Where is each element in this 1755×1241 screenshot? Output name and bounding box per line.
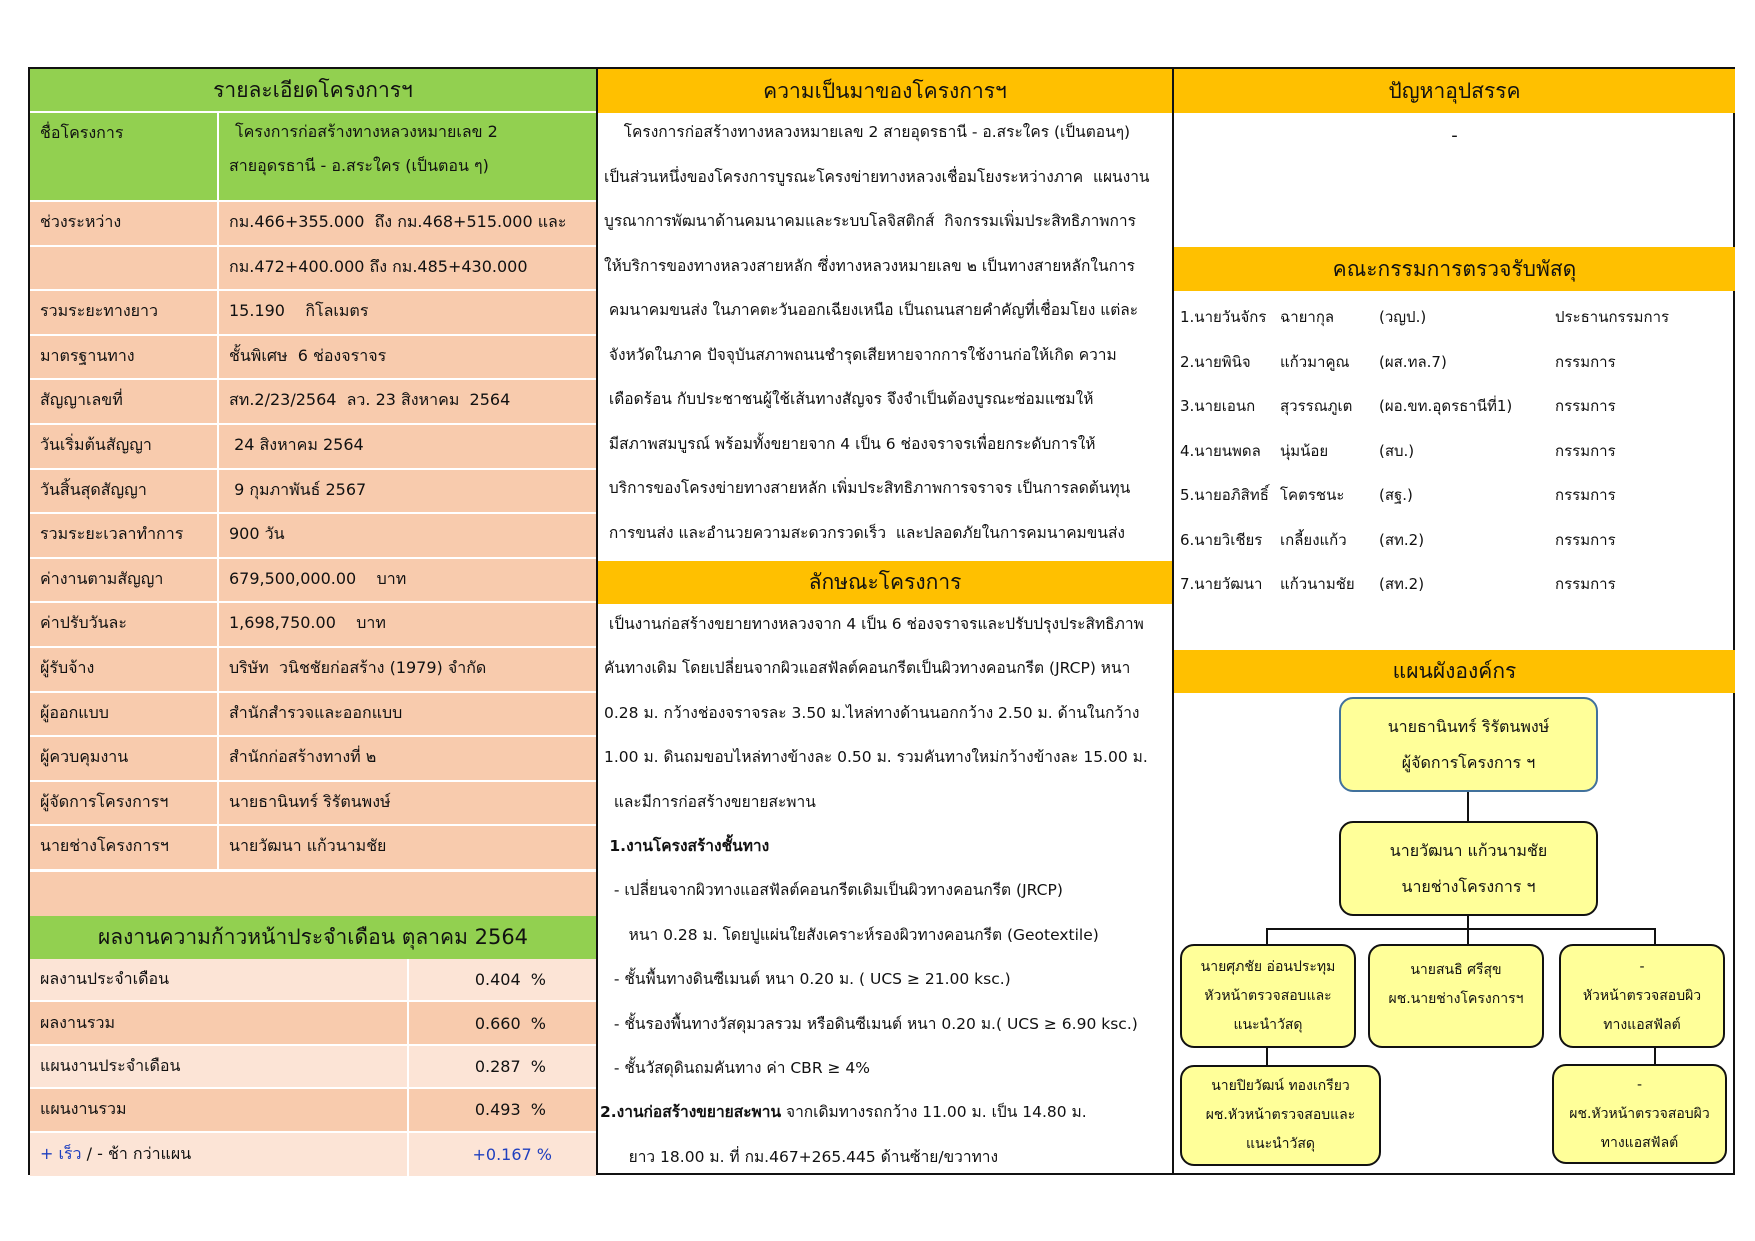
committee-name: 6.นายวิเชียร xyxy=(1180,530,1263,549)
org-role: ผช.หัวหน้าตรวจสอบและ xyxy=(1205,1107,1356,1123)
committee-name: 7.นายวัฒนา xyxy=(1180,575,1263,593)
detail-value-line: 679,500,000.00 บาท xyxy=(229,568,407,588)
section-text: จากเดิมทางรถกว้าง 11.00 ม. เป็น 14.80 ม. xyxy=(781,1103,1087,1122)
characteristics-line: - ชั้นพื้นทางดินซีเมนต์ หนา 0.20 ม. ( UCS ≥ 21.00 ksc.) xyxy=(604,970,1011,989)
connector-line xyxy=(1266,928,1656,930)
org-role: ผู้จัดการโครงการ ฯ xyxy=(1401,752,1536,772)
detail-value xyxy=(219,737,596,780)
detail-value-line: สำนักสำรวจและออกแบบ xyxy=(229,702,403,722)
org-name: นายธานินทร์ ริรัตนพงษ์ xyxy=(1387,716,1550,736)
committee-org: (สบ.) xyxy=(1379,441,1415,460)
problems-title: ปัญหาอุปสรรค xyxy=(1174,69,1735,113)
committee-role: กรรมการ xyxy=(1555,575,1616,593)
detail-value xyxy=(219,291,596,334)
detail-value-line: สท.2/23/2564 ลว. 23 สิงหาคม 2564 xyxy=(229,390,511,410)
detail-value-line: ชั้นพิเศษ 6 ช่องจราจร xyxy=(229,345,387,365)
org-name: นายสนธิ ศรีสุข xyxy=(1410,962,1502,978)
characteristics-line: - เปลี่ยนจากผิวทางแอสฟัลต์คอนกรีตเดิมเป็นผิวทางคอนกรีต (JRCP) xyxy=(604,881,1063,900)
detail-value xyxy=(219,648,596,691)
committee-surname: แก้วมาคูณ xyxy=(1280,352,1350,371)
progress-value: 0.493 % xyxy=(474,1100,546,1120)
detail-value-line: 15.190 กิโลเมตร xyxy=(229,301,369,321)
project-summary-sheet xyxy=(28,67,1735,1175)
detail-label: วันเริ่มต้นสัญญา xyxy=(30,425,219,468)
detail-value xyxy=(219,113,596,200)
detail-value-line: 1,698,750.00 บาท xyxy=(229,613,386,633)
detail-value xyxy=(219,603,596,646)
detail-value-line: กม.472+400.000 ถึง กม.485+430.000 xyxy=(229,256,528,276)
committee-name: 1.นายวันจักร xyxy=(1180,308,1267,326)
detail-value-line: 24 สิงหาคม 2564 xyxy=(229,435,364,454)
progress-row xyxy=(30,1002,596,1045)
progress-diff-label xyxy=(30,1133,409,1176)
committee-surname: เกลี้ยงแก้ว xyxy=(1280,530,1347,549)
progress-label: แผนงานประจำเดือน xyxy=(30,1046,409,1087)
characteristics-line: - ชั้นวัสดุดินถมคันทาง ค่า CBR ≥ 4% xyxy=(604,1059,871,1077)
detail-value-line: โครงการก่อสร้างทางหลวงหมายเลข 2 xyxy=(235,122,498,141)
org-name: - xyxy=(1636,1076,1643,1093)
detail-row xyxy=(30,648,596,693)
progress-row xyxy=(30,1089,596,1132)
progress-label: แผนงานรวม xyxy=(30,1089,409,1130)
characteristics-line: และมีการก่อสร้างขยายสะพาน xyxy=(604,792,816,811)
section-heading: 1.งานโครงสร้างชั้นทาง xyxy=(604,837,770,855)
background-panel xyxy=(598,69,1172,1173)
detail-value-line: นายธานินทร์ ริรัตนพงษ์ xyxy=(229,791,391,811)
committee-org: (สฐ.) xyxy=(1379,486,1413,504)
org-name: นายวัฒนา แก้วนามชัย xyxy=(1389,840,1548,860)
committee-name: 5.นายอภิสิทธิ์ xyxy=(1180,486,1269,504)
org-box-materials-assistant xyxy=(1180,1065,1381,1166)
org-role: นายช่างโครงการ ฯ xyxy=(1401,876,1536,896)
problems-value: - xyxy=(1451,125,1458,146)
detail-label xyxy=(30,247,219,290)
committee-org: (สท.2) xyxy=(1379,530,1425,549)
committee-surname: ฉายากุล xyxy=(1280,308,1335,326)
detail-label: วันสิ้นสุดสัญญา xyxy=(30,470,219,513)
org-role: แนะนำวัสดุ xyxy=(1233,1016,1303,1033)
right-panel xyxy=(1174,69,1735,1173)
progress-title: ผลงานความก้าวหน้าประจำเดือน ตุลาคม 2564 xyxy=(30,916,596,959)
background-line: จังหวัดในภาค ปัจจุบันสภาพถนนชำรุดเสียหายจากการใช้งานก่อให้เกิด ความ xyxy=(604,345,1117,364)
detail-value xyxy=(219,826,596,869)
detail-row xyxy=(30,693,596,738)
committee-role: ประธานกรรมการ xyxy=(1555,308,1670,326)
org-box-manager xyxy=(1339,697,1598,792)
background-line: ให้บริการของทางหลวงสายหลัก ซึ่งทางหลวงหมายเลข ๒ เป็นทางสายหลักในการ xyxy=(604,256,1135,275)
progress-row xyxy=(30,1046,596,1089)
progress-value: 0.287 % xyxy=(474,1056,546,1076)
background-line: เป็นส่วนหนึ่งของโครงการบูรณะโครงข่ายทางหลวงเชื่อมโยงระหว่างภาค แผนงาน xyxy=(604,167,1150,186)
progress-row xyxy=(30,959,596,1002)
committee-surname: โคตรชนะ xyxy=(1280,486,1345,504)
detail-row xyxy=(30,782,596,827)
org-box-materials-head xyxy=(1180,944,1356,1048)
characteristics-line: หนา 0.28 ม. โดยปูแผ่นใยสังเคราะห์รองผิวทางคอนกรีต (Geotextile) xyxy=(604,925,1099,944)
org-box-engineer xyxy=(1339,821,1598,916)
connector-line xyxy=(1266,1048,1268,1065)
characteristics-line: เป็นงานก่อสร้างขยายทางหลวงจาก 4 เป็น 6 ช่องจราจรและปรับปรุงประสิทธิภาพ xyxy=(604,615,1144,633)
committee-role: กรรมการ xyxy=(1555,530,1616,549)
committee-role: กรรมการ xyxy=(1555,486,1616,504)
background-title: ความเป็นมาของโครงการฯ xyxy=(598,69,1172,113)
committee-org: (ผอ.ขท.อุดรธานีที่1) xyxy=(1379,397,1513,415)
characteristics-line: ยาว 18.00 ม. ที่ กม.467+265.445 ด้านซ้าย/ขวาทาง xyxy=(604,1147,999,1166)
background-line: มีสภาพสมบูรณ์ พร้อมทั้งขยายจาก 4 เป็น 6 ช่องจราจรเพื่อยกระดับการให้ xyxy=(604,434,1096,453)
committee-name: 2.นายพินิจ xyxy=(1180,352,1251,371)
committee-name: 3.นายเอนก xyxy=(1180,397,1256,415)
detail-label: นายช่างโครงการฯ xyxy=(30,826,219,869)
background-line: โครงการก่อสร้างทางหลวงหมายเลข 2 สายอุดรธานี - อ.สระใคร (เป็นตอนๆ) xyxy=(604,123,1131,141)
detail-row xyxy=(30,291,596,336)
detail-row xyxy=(30,826,596,871)
background-line: การขนส่ง และอำนวยความสะดวกรวดเร็ว และปลอดภัยในการคมนาคมขนส่ง xyxy=(604,523,1125,542)
detail-value-line: กม.466+355.000 ถึง กม.468+515.000 และ xyxy=(229,212,567,231)
characteristics-line: 1.00 ม. ดินถมขอบไหล่ทางข้างละ 0.50 ม. รวมคันทางใหม่กว้างข้างละ 15.00 ม. xyxy=(604,748,1148,767)
detail-value-line: 9 กุมภาพันธ์ 2567 xyxy=(229,479,367,499)
detail-value xyxy=(219,202,596,245)
detail-label: ผู้ออกแบบ xyxy=(30,693,219,736)
detail-label: รวมระยะเวลาทำการ xyxy=(30,514,219,557)
committee-surname: นุ่มน้อย xyxy=(1280,441,1329,460)
detail-label: ช่วงระหว่าง xyxy=(30,202,219,245)
section-heading: 2.งานก่อสร้างขยายสะพาน xyxy=(600,1103,782,1122)
connector-line xyxy=(1266,928,1268,944)
connector-line xyxy=(1467,792,1469,821)
detail-row xyxy=(30,113,596,202)
characteristics-title: ลักษณะโครงการ xyxy=(598,561,1172,604)
org-role: ผช.นายช่างโครงการฯ xyxy=(1388,991,1524,1007)
background-line: บูรณาการพัฒนาด้านคมนาคมและระบบโลจิสติกส์ กิจกรรมเพิ่มประสิทธิภาพการ xyxy=(604,212,1136,230)
progress-value: 0.660 % xyxy=(474,1013,546,1033)
connector-line xyxy=(1654,928,1656,944)
progress-diff-value: +0.167 % xyxy=(472,1144,552,1164)
detail-row xyxy=(30,559,596,604)
detail-label: สัญญาเลขที่ xyxy=(30,380,219,423)
committee-org: (สท.2) xyxy=(1379,575,1425,593)
detail-value xyxy=(219,425,596,468)
committee-name: 4.นายนพดล xyxy=(1180,441,1261,460)
slow-label: / - ช้า กว่าแผน xyxy=(81,1143,192,1163)
detail-row xyxy=(30,425,596,470)
detail-label: ผู้จัดการโครงการฯ xyxy=(30,782,219,825)
fast-label: + เร็ว xyxy=(40,1143,82,1163)
committee-role: กรรมการ xyxy=(1555,397,1616,415)
background-line: คมนาคมขนส่ง ในภาคตะวันออกเฉียงเหนือ เป็นถนนสายคำคัญที่เชื่อมโยง แต่ละ xyxy=(604,301,1139,319)
detail-row xyxy=(30,336,596,381)
connector-line xyxy=(1654,1048,1656,1064)
committee-title: คณะกรรมการตรวจรับพัสดุ xyxy=(1174,247,1735,291)
detail-label: ค่าปรับวันละ xyxy=(30,603,219,646)
org-box-assistant-engineer xyxy=(1368,944,1544,1048)
progress-value: 0.404 % xyxy=(474,970,546,990)
characteristics-line: 0.28 ม. กว้างช่องจราจรละ 3.50 ม.ไหล่ทางด้านนอกกว้าง 2.50 ม. ด้านในกว้าง xyxy=(604,703,1140,722)
org-role: แนะนำวัสดุ xyxy=(1245,1136,1316,1152)
detail-row xyxy=(30,470,596,515)
detail-label: ผู้รับจ้าง xyxy=(30,648,219,691)
detail-label: รวมระยะทางยาว xyxy=(30,291,219,334)
org-role: ทางแอสฟัลต์ xyxy=(1603,1016,1681,1033)
characteristics-line: - ชั้นรองพื้นทางวัสดุมวลรวม หรือดินซีเมนต์ หนา 0.20 ม.( UCS ≥ 6.90 ksc.) xyxy=(604,1014,1138,1033)
details-panel xyxy=(30,69,596,1173)
progress-diff-row xyxy=(30,1133,596,1176)
detail-value xyxy=(219,247,596,290)
detail-value-line: บริษัท วนิชชัยก่อสร้าง (1979) จำกัด xyxy=(229,658,487,677)
org-name: นายศุภชัย อ่อนประทุม xyxy=(1200,958,1336,975)
detail-value xyxy=(219,514,596,557)
detail-row xyxy=(30,514,596,559)
detail-row xyxy=(30,247,596,292)
detail-label: ชื่อโครงการ xyxy=(30,113,219,200)
detail-label: ค่างานตามสัญญา xyxy=(30,559,219,602)
section-2-line xyxy=(600,1102,1166,1122)
org-role: หัวหน้าตรวจสอบผิว xyxy=(1582,987,1702,1004)
progress-label: ผลงานรวม xyxy=(30,1002,409,1043)
background-line: บริการของโครงข่ายทางสายหลัก เพิ่มประสิทธิภาพการจราจร เป็นการลดต้นทุน xyxy=(604,479,1131,497)
detail-value xyxy=(219,336,596,379)
details-title: รายละเอียดโครงการฯ xyxy=(30,69,596,113)
detail-value-line: สายอุดรธานี - อ.สระใคร (เป็นตอน ๆ) xyxy=(229,156,489,175)
characteristics-line: คันทางเดิม โดยเปลี่ยนจากผิวแอสฟัลต์คอนกรีตเป็นผิวทางคอนกรีต (JRCP) หนา xyxy=(604,659,1131,678)
detail-value-line: 900 วัน xyxy=(229,524,285,544)
org-role: ทางแอสฟัลต์ xyxy=(1600,1134,1679,1151)
detail-label: มาตรฐานทาง xyxy=(30,336,219,379)
detail-value-line: นายวัฒนา แก้วนามชัย xyxy=(229,836,387,856)
committee-surname: สุวรรณภูเต xyxy=(1280,397,1353,415)
detail-row xyxy=(30,737,596,782)
detail-value xyxy=(219,380,596,423)
org-chart-title: แผนผังองค์กร xyxy=(1174,650,1735,693)
org-box-asphalt-assistant xyxy=(1552,1064,1727,1164)
connector-line xyxy=(1467,928,1469,944)
detail-value xyxy=(219,782,596,825)
org-name: นายปิยวัฒน์ ทองเกรียว xyxy=(1211,1078,1350,1094)
detail-label: ผู้ควบคุมงาน xyxy=(30,737,219,780)
detail-row xyxy=(30,380,596,425)
committee-role: กรรมการ xyxy=(1555,352,1616,371)
committee-org: (ผส.ทล.7) xyxy=(1379,352,1447,371)
detail-value-line: สำนักก่อสร้างทางที่ ๒ xyxy=(229,747,377,767)
detail-row xyxy=(30,202,596,247)
detail-row xyxy=(30,603,596,648)
detail-value xyxy=(219,470,596,513)
org-role: หัวหน้าตรวจสอบและ xyxy=(1204,987,1332,1004)
detail-value xyxy=(219,559,596,602)
empty-row xyxy=(30,872,596,916)
org-box-asphalt-head xyxy=(1559,944,1725,1048)
detail-value xyxy=(219,693,596,736)
progress-label: ผลงานประจำเดือน xyxy=(30,959,409,1000)
committee-org: (วญป.) xyxy=(1379,308,1427,326)
committee-role: กรรมการ xyxy=(1555,441,1616,460)
background-line: เดือดร้อน กับประชาชนผู้ใช้เส้นทางสัญจร จึงจำเป็นต้องบูรณะซ่อมแซมให้ xyxy=(604,390,1094,408)
org-role: ผช.หัวหน้าตรวจสอบผิว xyxy=(1569,1105,1710,1122)
committee-surname: แก้วนามชัย xyxy=(1280,575,1355,593)
org-name: - xyxy=(1639,958,1645,975)
